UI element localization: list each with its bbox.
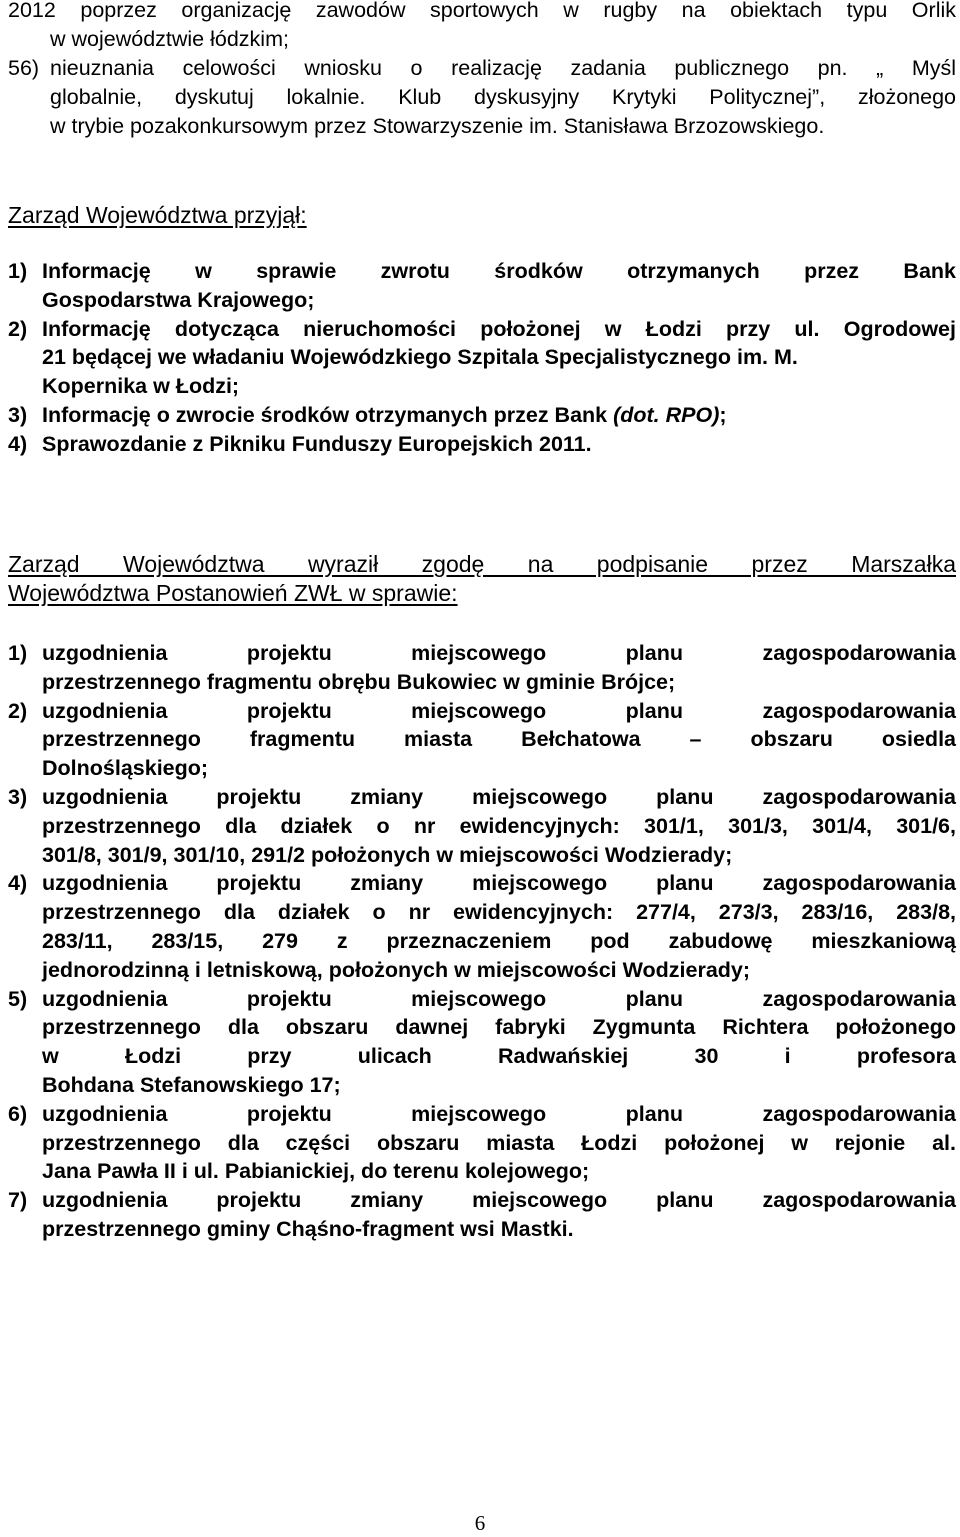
text-line: w trybie pozakonkursowym przez Stowarzyszenie im. Stanisława Brzozowskiego. bbox=[50, 114, 825, 138]
item-number: 3) bbox=[8, 402, 28, 427]
text-line: przestrzennego fragmentu obrębu Bukowiec w gminie Brójce; bbox=[42, 669, 676, 694]
text-line: uzgodnienia projektu zmiany miejscowego planu zagospodarowania bbox=[42, 1188, 956, 1213]
text-line: Informację w sprawie zwrotu środków otrzymanych przez Bank bbox=[42, 259, 956, 283]
text-line: Bohdana Stefanowskiego 17; bbox=[42, 1072, 341, 1097]
text-line: 283/11, 283/15, 279 z przeznaczeniem pod zabudowę mieszkaniową bbox=[42, 928, 956, 953]
text-line: uzgodnienia projektu zmiany miejscowego planu zagospodarowania bbox=[42, 871, 956, 896]
text-line: Gospodarstwa Krajowego; bbox=[42, 287, 315, 312]
item-number: 1) bbox=[8, 259, 28, 283]
text-line: przestrzennego gminy Chąśno-fragment wsi Mastki. bbox=[42, 1216, 574, 1241]
item-number: 3) bbox=[8, 784, 28, 809]
text-line: przestrzennego dla części obszaru miasta Łodzi położonej w rejonie al. bbox=[42, 1130, 956, 1155]
text-line: globalnie, dyskutuj lokalnie. Klub dyskusyjny Krytyki Politycznej”, złożonego bbox=[50, 85, 956, 109]
list-item bbox=[8, 1186, 956, 1244]
text-segment: Informację o zwrocie środków otrzymanych przez Bank bbox=[42, 402, 614, 427]
item-number: 2) bbox=[8, 316, 28, 341]
item-number: 4) bbox=[8, 431, 28, 456]
page-number: 6 bbox=[474, 1511, 486, 1535]
list-item bbox=[8, 697, 956, 783]
text-line: Kopernika w Łodzi; bbox=[42, 374, 240, 399]
text-line: Jana Pawła II i ul. Pabianickiej, do terenu kolejowego; bbox=[42, 1159, 590, 1184]
item-number: 5) bbox=[8, 986, 28, 1011]
text-line: jednorodzinną i letniskową, położonych w miejscowości Wodzierady; bbox=[42, 957, 751, 982]
text-line: Informację dotycząca nieruchomości położonej w Łodzi przy ul. Ogrodowej bbox=[42, 316, 956, 341]
item-number: 7) bbox=[8, 1188, 28, 1213]
item-number: 4) bbox=[8, 871, 28, 896]
text-line: 21 będącej we władaniu Wojewódzkiego Szpitala Specjalistycznego im. M. bbox=[42, 345, 798, 370]
list-item bbox=[8, 430, 956, 459]
list-item bbox=[8, 869, 956, 984]
list-item bbox=[8, 315, 956, 401]
text-line bbox=[42, 401, 956, 430]
italic-reference: (dot. RPO) bbox=[613, 402, 720, 427]
text-line: Dolnośląskiego; bbox=[42, 756, 209, 781]
consent-list bbox=[8, 639, 956, 1244]
text-line: 2012 poprzez organizację zawodów sportowych w rugby na obiektach typu Orlik bbox=[8, 0, 956, 22]
text-line: uzgodnienia projektu miejscowego planu zagospodarowania bbox=[42, 641, 956, 665]
text-line: nieuznania celowości wniosku o realizację zadania publicznego pn. „ Myśl bbox=[50, 56, 956, 80]
text-line: w województwie łódzkim; bbox=[50, 27, 289, 51]
text-line: w Łodzi przy ulicach Radwańskiej 30 i profesora bbox=[42, 1044, 956, 1069]
heading-line: Zarząd Województwa wyraził zgodę na podpisanie przez Marszałka bbox=[8, 551, 956, 577]
section-heading-accepted: Zarząd Województwa przyjął: bbox=[8, 202, 307, 228]
previous-resolutions-continuation bbox=[8, 0, 956, 141]
item-number: 1) bbox=[8, 641, 28, 665]
text-line: przestrzennego dla działek o nr ewidencyjnych: 301/1, 301/3, 301/4, 301/6, bbox=[42, 813, 956, 838]
text-line: przestrzennego fragmentu miasta Bełchatowa – obszaru osiedla bbox=[42, 727, 956, 752]
list-item bbox=[8, 1100, 956, 1186]
text-segment: ; bbox=[719, 402, 727, 427]
text-line: uzgodnienia projektu miejscowego planu zagospodarowania bbox=[42, 1101, 956, 1126]
text-line: uzgodnienia projektu miejscowego planu zagospodarowania bbox=[42, 698, 956, 723]
item-number: 2) bbox=[8, 698, 28, 723]
text-line: przestrzennego dla działek o nr ewidencyjnych: 277/4, 273/3, 283/16, 283/8, bbox=[42, 900, 956, 925]
accepted-list bbox=[8, 257, 956, 459]
list-item bbox=[8, 783, 956, 869]
list-item bbox=[8, 401, 956, 430]
list-item bbox=[8, 257, 956, 315]
text-line: Sprawozdanie z Pikniku Funduszy Europejskich 2011. bbox=[42, 431, 592, 456]
text-line: przestrzennego dla obszaru dawnej fabryki Zygmunta Richtera położonego bbox=[42, 1015, 956, 1040]
item-number: 56) bbox=[8, 56, 40, 80]
text-line: 301/8, 301/9, 301/10, 291/2 położonych w miejscowości Wodzierady; bbox=[42, 842, 733, 867]
list-item-56 bbox=[8, 54, 956, 83]
list-item bbox=[8, 985, 956, 1100]
item-number: 6) bbox=[8, 1101, 28, 1126]
text-line: uzgodnienia projektu miejscowego planu zagospodarowania bbox=[42, 986, 956, 1011]
section-heading-consent bbox=[8, 550, 956, 608]
text-line: uzgodnienia projektu zmiany miejscowego planu zagospodarowania bbox=[42, 784, 956, 809]
list-item bbox=[8, 639, 956, 697]
heading-line: Województwa Postanowień ZWŁ w sprawie: bbox=[8, 580, 458, 606]
